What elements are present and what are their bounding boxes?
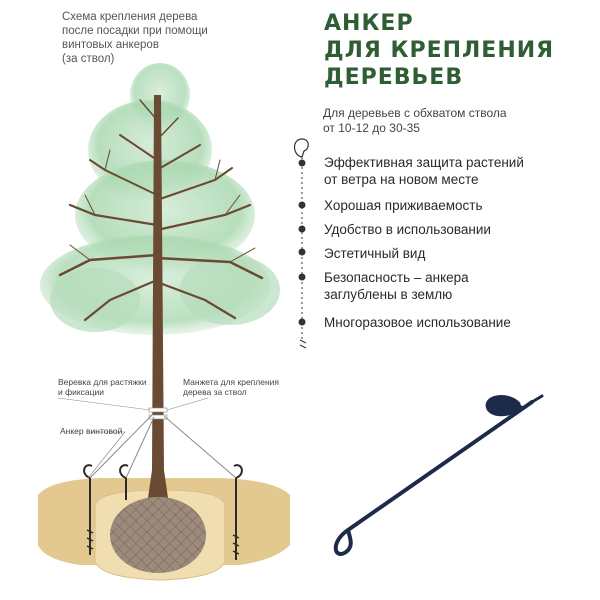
hook-icon [295,139,309,157]
product-subtitle: Для деревьев с обхватом ствола от 10-12 до 30-35 [323,106,507,135]
scheme-title-line: после посадки при помощи [62,25,208,37]
feature-item: Многоразовое использование [324,315,511,330]
bullet-icon [299,202,306,209]
product-title: АНКЕР ДЛЯ КРЕПЛЕНИЯ ДЕРЕВЬЕВ [324,11,555,90]
label-anchor: Анкер винтовой [60,426,123,436]
bullet-icon [299,160,306,167]
anchor-product-image [320,380,560,560]
bullet-icon [299,249,306,256]
bullet-icon [299,274,306,281]
feature-timeline [290,135,320,355]
feature-item: Эффективная защита растений от ветра на новом месте [324,155,524,187]
scheme-title-line: винтовых анкеров [62,39,159,51]
scheme-title-line: (за ствол) [62,53,115,65]
label-cuff: Манжета для крепления дерева за ствол [183,377,280,397]
root-ball [110,497,206,573]
label-rope: Веревка для растяжки и фиксации [58,377,147,397]
anchor-helix-icon [487,396,522,415]
bullet-icon [299,319,306,326]
feature-item: Эстетичный вид [324,246,426,261]
bullet-icon [299,226,306,233]
feature-item: Хорошая приживаемость [324,198,483,213]
label-leaders [58,398,208,478]
scheme-title-line: Схема крепления дерева [62,11,198,23]
feature-item: Безопасность – анкера заглублены в землю [324,270,469,302]
feature-item: Удобство в использовании [324,222,491,237]
